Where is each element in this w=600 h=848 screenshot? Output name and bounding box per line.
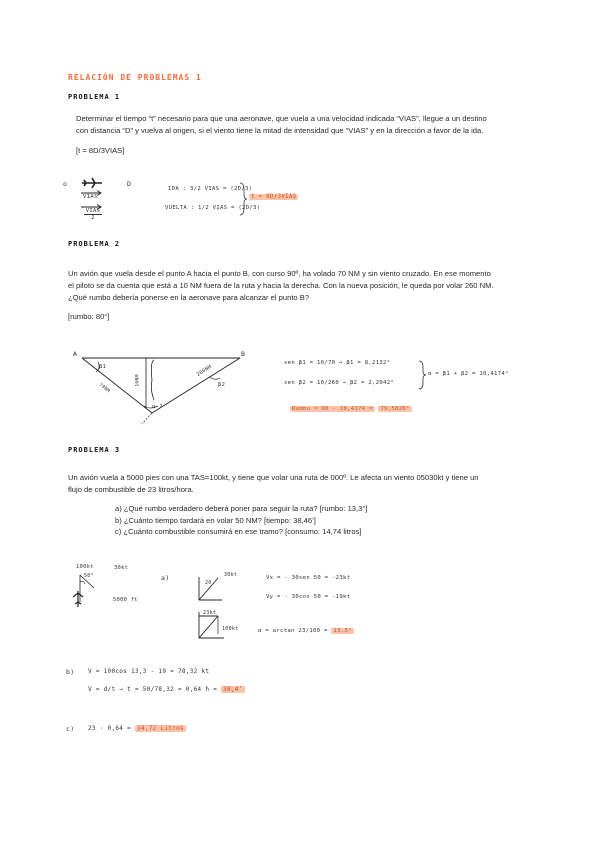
p3-c-line-text: 23 · 0,64 = bbox=[88, 725, 132, 732]
problem-2-statement-line-2: el piloto se da cuenta que está a 10 NM fuera de la ruta y hacia la derecha. Con la nueva posición, le queda por volar 260 NM. bbox=[68, 281, 494, 290]
p3-angle-label: 50° bbox=[84, 573, 94, 579]
p2-rumbo-label: Rumbo = 90 - 10,4174 = bbox=[292, 406, 373, 412]
problem-2-heading: PROBLEMA 2 bbox=[68, 240, 121, 248]
p3-altitude-label: 5000 ft bbox=[113, 597, 138, 603]
problem-1-statement-line-1: Determinar el tiempo “t” necesario para que una aeronave, que vuela a una velocidad indicada “VIAS”, llegue a un destino bbox=[76, 114, 487, 123]
p1-point-origin: o bbox=[63, 180, 68, 188]
p3-b-time-value: 38,4’ bbox=[223, 686, 243, 693]
problem-3-statement-line-2: flujo de combustible de 23 litros/hora. bbox=[68, 485, 194, 494]
p2-route-diagram bbox=[70, 350, 250, 430]
p3-vector-100kt: 100kt bbox=[222, 626, 239, 632]
p2-equation-alpha: α = β1 + β2 = 10,4174° bbox=[428, 371, 509, 377]
p1-ida-equation: IDA : 3/2 VIAS = (2D/3) bbox=[168, 186, 253, 192]
problem-1-heading: PROBLEMA 1 bbox=[68, 93, 121, 101]
problem-2-statement bbox=[68, 268, 538, 304]
problem-3-question-c: c) ¿Cuánto combustible consumirá en ese tramo? [consumo: 14,74 litros] bbox=[115, 527, 362, 536]
problem-3-heading: PROBLEMA 3 bbox=[68, 446, 121, 454]
p2-rumbo-value: 79,5826° bbox=[380, 406, 410, 412]
p1-result-highlight: t = 8D/3VIAS bbox=[251, 194, 297, 200]
p3-vector-30kt: 30kt bbox=[224, 572, 238, 578]
p3-vector-20: 20 bbox=[205, 580, 212, 586]
p3-b-line-1: V = 100cos 13,3 - 19 = 78,32 kt bbox=[88, 668, 210, 675]
p2-point-a: A bbox=[73, 350, 78, 358]
p1-vuelta-equation: VUELTA : 1/2 VIAS = (2D/3) bbox=[165, 205, 261, 211]
p2-equation-beta2: sen β2 = 10/260 → β2 = 2,2042° bbox=[284, 380, 395, 386]
p3-alpha-value: 13,3° bbox=[333, 628, 352, 634]
p3-part-a-label: a) bbox=[161, 574, 170, 582]
p1-result bbox=[249, 194, 298, 200]
p2-point-b: B bbox=[241, 350, 246, 358]
p1-brace bbox=[239, 182, 247, 216]
p2-brace bbox=[418, 360, 426, 390]
p2-beta2-label: β2 bbox=[218, 382, 226, 388]
p1-v-ias-half-label bbox=[84, 208, 102, 221]
p3-b-line-2 bbox=[88, 686, 245, 693]
problem-3-statement-line-1: Un avión vuela a 5000 pies con una TAS=100kt, y tiene que volar una ruta de 000º. Le afecta un viento 05030kt y tiene un bbox=[68, 473, 479, 482]
p3-alpha-equation bbox=[258, 628, 354, 634]
p2-distance-70: 70NM bbox=[97, 382, 111, 395]
p3-alpha-eq-text: α = arctan 23/100 = bbox=[258, 628, 328, 634]
problem-3-question-a: a) ¿Qué rumbo verdadero deberá poner para seguir la ruta? [rumbo: 13,3°] bbox=[115, 504, 368, 513]
document-title: RELACIÓN DE PROBLEMAS 1 bbox=[68, 73, 202, 82]
p3-part-b-label: b) bbox=[66, 668, 75, 676]
problem-1-statement bbox=[76, 113, 546, 137]
p2-beta1-label: β1 bbox=[99, 364, 107, 370]
p2-distance-260: 260NM bbox=[195, 364, 213, 378]
p2-alpha-label: α ? bbox=[152, 404, 163, 410]
p3-b-line-2-text: V = d/t → t = 50/78,32 = 0,64 h = bbox=[88, 686, 218, 693]
problem-3-statement bbox=[68, 472, 538, 496]
p3-c-fuel-value: 14,72 Litros bbox=[136, 725, 184, 732]
p1-point-destination: D bbox=[127, 180, 132, 188]
problem-2-statement-line-3: ¿Qué rumbo debería ponerse en la aeronave para alcanzar el punto B? bbox=[68, 293, 310, 302]
problem-1-statement-line-2: con distancia “D” y vuelva al origen, si el viento tiene la mitad de intensidad que “VIAS” y en la dirección a favor de la ida. bbox=[76, 126, 484, 135]
p3-tas-label: 100kt bbox=[76, 564, 94, 570]
problem-2-answer: [rumbo: 80°] bbox=[68, 312, 110, 321]
p3-wind-label: 30kt bbox=[114, 565, 129, 571]
airplane-icon bbox=[80, 176, 104, 190]
problem-2-statement-line-1: Un avión que vuela desde el punto A hacia el punto B, con curso 90º, ha volado 70 NM y sin viento cruzado. En ese momento bbox=[68, 269, 491, 278]
problem-1-answer: [t = 8D/3VIAS] bbox=[76, 146, 125, 155]
p3-vector-23kt: 23kt bbox=[203, 610, 217, 616]
p3-c-line bbox=[88, 725, 186, 732]
p1-v-ias-label: VIAS bbox=[83, 194, 98, 200]
p3-vx-equation: Vx = - 30sen 50 = -23kt bbox=[266, 575, 351, 581]
p2-equation-beta1: sen β1 = 10/70 → β1 = 8,2132° bbox=[284, 360, 391, 366]
p1-v-ias-half-num: VIAS bbox=[85, 208, 101, 214]
p3-vy-equation: Vy = - 30cos 50 = -19kt bbox=[266, 594, 351, 600]
p2-distance-10: 10NM bbox=[135, 374, 141, 387]
p1-v-ias-half-den: 2 bbox=[91, 215, 95, 221]
airplane-north-icon bbox=[71, 590, 85, 608]
problem-3-questions bbox=[115, 503, 368, 538]
p3-part-c-label: c) bbox=[66, 725, 75, 733]
problem-3-question-b: b) ¿Cuánto tiempo tardará en volar 50 NM? [tiempo: 38,46’] bbox=[115, 515, 316, 525]
p2-rumbo-result bbox=[290, 406, 412, 412]
